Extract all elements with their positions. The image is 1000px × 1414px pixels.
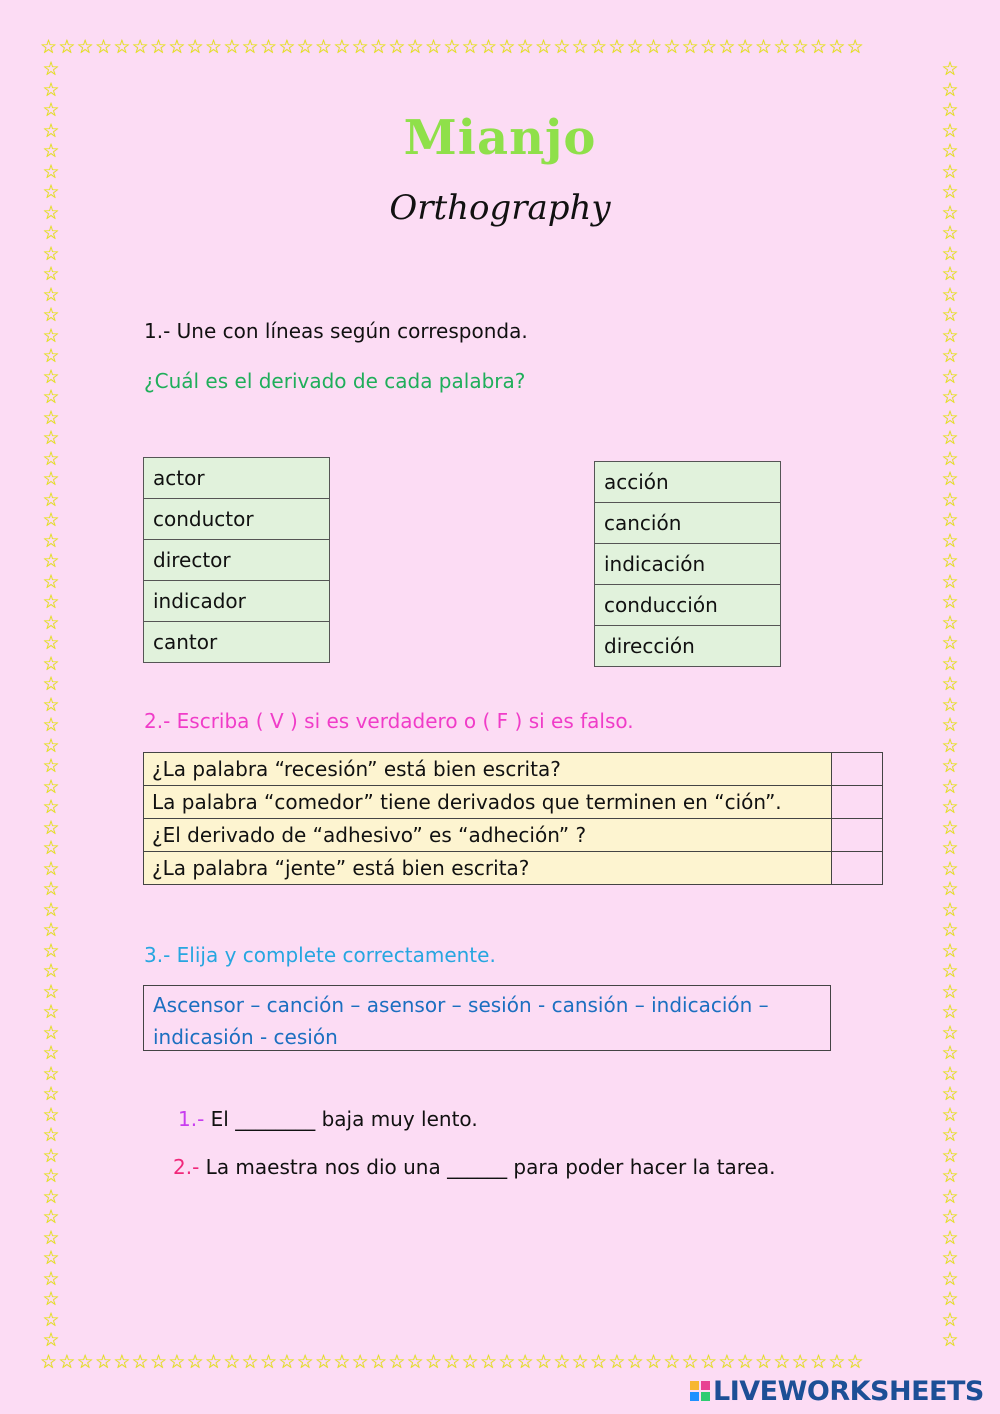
star-icon: ☆	[941, 1062, 959, 1085]
star-icon: ☆	[42, 960, 60, 982]
star-icon: ☆	[941, 775, 959, 798]
star-icon: ☆	[42, 1206, 60, 1228]
star-icon: ☆	[42, 427, 60, 449]
star-icon: ☆	[941, 550, 959, 572]
star-icon: ☆	[941, 488, 959, 511]
star-icon: ☆	[42, 283, 60, 306]
star-icon: ☆	[941, 857, 959, 880]
star-icon: ☆	[941, 1247, 959, 1269]
star-icon: ☆	[941, 99, 959, 121]
star-icon: ☆	[42, 119, 60, 142]
star-icon: ☆	[42, 1267, 60, 1290]
star-icon: ☆	[42, 652, 60, 675]
star-icon: ☆	[941, 1206, 959, 1228]
star-icon: ☆	[941, 1308, 959, 1331]
fill-sentence-2	[173, 1155, 776, 1179]
answer-cell[interactable]	[832, 753, 883, 786]
star-icon: ☆	[941, 816, 959, 839]
match-right-table	[594, 461, 781, 667]
star-icon: ☆	[42, 898, 60, 921]
answer-cell[interactable]	[832, 819, 883, 852]
star-icon: ☆	[941, 324, 959, 347]
star-icon: ☆	[42, 99, 60, 121]
table-row	[144, 852, 883, 885]
star-icon: ☆	[42, 1226, 60, 1249]
star-icon: ☆	[42, 570, 60, 593]
star-icon: ☆	[941, 755, 959, 777]
star-icon: ☆	[941, 1042, 959, 1064]
star-icon: ☆	[42, 181, 60, 203]
star-icon: ☆	[941, 919, 959, 941]
star-icon: ☆	[941, 509, 959, 531]
star-icon: ☆	[941, 1226, 959, 1249]
star-icon: ☆	[42, 775, 60, 798]
star-icon: ☆	[42, 201, 60, 224]
logo-text: LIVEWORKSHEETS	[713, 1375, 984, 1407]
star-icon: ☆	[941, 960, 959, 982]
star-icon: ☆	[42, 1124, 60, 1146]
star-icon: ☆	[42, 816, 60, 839]
match-right-word[interactable]: canción	[595, 503, 781, 544]
statement-cell: ¿La palabra “jente” está bien escrita?	[144, 852, 832, 885]
match-left-word[interactable]: director	[144, 540, 330, 581]
star-icon: ☆	[941, 222, 959, 244]
star-icon: ☆	[42, 447, 60, 470]
star-icon: ☆	[42, 78, 60, 101]
star-icon: ☆	[42, 1021, 60, 1044]
star-icon: ☆	[941, 78, 959, 101]
star-icon: ☆	[42, 1185, 60, 1208]
star-icon: ☆	[42, 1247, 60, 1269]
star-icon: ☆	[42, 693, 60, 716]
answer-cell[interactable]	[832, 852, 883, 885]
star-icon: ☆	[941, 796, 959, 818]
star-icon: ☆	[42, 140, 60, 162]
match-right-word[interactable]: indicación	[595, 544, 781, 585]
star-icon: ☆	[42, 857, 60, 880]
section1-question: ¿Cuál es el derivado de cada palabra?	[144, 369, 526, 393]
star-icon: ☆	[941, 60, 959, 80]
table-row	[144, 753, 883, 786]
star-icon: ☆	[42, 673, 60, 695]
star-icon: ☆	[42, 837, 60, 859]
star-icon: ☆	[941, 283, 959, 306]
star-icon: ☆	[941, 447, 959, 470]
star-icon: ☆	[941, 468, 959, 490]
star-icon: ☆	[941, 939, 959, 962]
star-icon: ☆	[42, 488, 60, 511]
liveworksheets-logo-icon	[690, 1381, 710, 1401]
star-icon: ☆	[941, 591, 959, 613]
liveworksheets-logo[interactable]	[690, 1374, 984, 1408]
star-icon: ☆	[42, 632, 60, 654]
true-false-table	[143, 752, 883, 885]
worksheet-title: Mianjo	[403, 110, 597, 166]
star-icon: ☆	[42, 1083, 60, 1105]
star-icon: ☆	[42, 714, 60, 736]
match-left-table	[143, 457, 330, 663]
star-icon: ☆	[941, 242, 959, 265]
star-icon: ☆	[42, 160, 60, 183]
star-icon: ☆	[42, 324, 60, 347]
star-icon: ☆	[42, 591, 60, 613]
star-icon: ☆	[42, 509, 60, 531]
section2-instruction: 2.- Escriba ( V ) si es verdadero o ( F ) si es falso.	[144, 709, 634, 733]
answer-cell[interactable]	[832, 786, 883, 819]
star-icon: ☆	[941, 160, 959, 183]
word-bank: Ascensor – canción – asensor – sesión - cansión – indicación – indicasión - cesión	[143, 985, 831, 1051]
star-icon: ☆	[941, 1165, 959, 1187]
star-icon: ☆	[42, 468, 60, 490]
sentence-text[interactable]: El ________ baja muy lento.	[204, 1107, 478, 1131]
star-icon: ☆	[941, 181, 959, 203]
match-left-word[interactable]: actor	[144, 458, 330, 499]
star-icon: ☆	[941, 652, 959, 675]
star-icon: ☆	[42, 60, 60, 80]
star-icon: ☆	[42, 365, 60, 388]
star-icon: ☆	[42, 1288, 60, 1310]
star-icon: ☆	[941, 201, 959, 224]
star-icon: ☆	[42, 734, 60, 757]
star-icon: ☆	[941, 1288, 959, 1310]
match-right-word[interactable]: dirección	[595, 626, 781, 667]
star-icon: ☆	[941, 611, 959, 634]
match-left-word[interactable]: conductor	[144, 499, 330, 540]
table-row	[144, 786, 883, 819]
sentence-text[interactable]: La maestra nos dio una ______ para poder hacer la tarea.	[199, 1155, 776, 1179]
star-icon: ☆	[42, 1062, 60, 1085]
star-icon: ☆	[42, 796, 60, 818]
star-icon: ☆	[941, 345, 959, 367]
star-icon: ☆	[941, 1144, 959, 1167]
star-icon: ☆	[941, 1083, 959, 1105]
star-icon: ☆	[42, 345, 60, 367]
star-icon: ☆	[941, 837, 959, 859]
star-icon: ☆	[42, 1001, 60, 1023]
star-icon: ☆	[941, 263, 959, 285]
star-icon: ☆	[941, 1329, 959, 1351]
star-icon: ☆	[941, 570, 959, 593]
star-icon: ☆	[42, 611, 60, 634]
star-icon: ☆	[941, 119, 959, 142]
star-icon: ☆	[941, 1124, 959, 1146]
statement-cell: La palabra “comedor” tiene derivados que terminen en “ción”.	[144, 786, 832, 819]
star-icon: ☆	[941, 406, 959, 429]
section3-instruction: 3.- Elija y complete correctamente.	[144, 943, 496, 967]
sentence-number: 1.-	[178, 1107, 205, 1131]
match-right-word[interactable]: acción	[595, 462, 781, 503]
star-icon: ☆	[941, 1021, 959, 1044]
table-row	[144, 819, 883, 852]
star-icon: ☆	[42, 406, 60, 429]
fill-sentence-1	[178, 1107, 478, 1131]
star-icon: ☆	[941, 632, 959, 654]
star-icon: ☆	[42, 242, 60, 265]
star-icon: ☆	[42, 1103, 60, 1126]
match-left-word[interactable]: indicador	[144, 581, 330, 622]
star-icon: ☆	[941, 304, 959, 326]
star-icon: ☆	[941, 878, 959, 900]
star-icon: ☆	[42, 529, 60, 552]
star-icon: ☆	[42, 919, 60, 941]
star-icon: ☆	[941, 734, 959, 757]
star-border-right	[939, 60, 961, 1352]
star-icon: ☆	[941, 980, 959, 1003]
star-icon: ☆	[941, 1267, 959, 1290]
star-icon: ☆	[42, 1144, 60, 1167]
star-icon: ☆	[42, 304, 60, 326]
star-icon: ☆	[941, 427, 959, 449]
star-border-bottom: ☆☆☆☆☆☆☆☆☆☆☆☆☆☆☆☆☆☆☆☆☆☆☆☆☆☆☆☆☆☆☆☆☆☆☆☆☆☆☆☆☆☆☆☆☆	[40, 1353, 865, 1372]
star-icon: ☆	[941, 673, 959, 695]
star-icon: ☆	[941, 898, 959, 921]
star-icon: ☆	[42, 550, 60, 572]
star-icon: ☆	[42, 386, 60, 408]
star-icon: ☆	[42, 980, 60, 1003]
star-icon: ☆	[941, 714, 959, 736]
star-icon: ☆	[941, 140, 959, 162]
statement-cell: ¿La palabra “recesión” está bien escrita?	[144, 753, 832, 786]
section1-instruction: 1.- Une con líneas según corresponda.	[144, 319, 528, 343]
star-icon: ☆	[42, 263, 60, 285]
star-icon: ☆	[941, 529, 959, 552]
match-left-word[interactable]: cantor	[144, 622, 330, 663]
star-icon: ☆	[42, 755, 60, 777]
star-icon: ☆	[42, 1165, 60, 1187]
statement-cell: ¿El derivado de “adhesivo” es “adheción” ?	[144, 819, 832, 852]
star-icon: ☆	[42, 222, 60, 244]
sentence-number: 2.-	[173, 1155, 200, 1179]
match-right-word[interactable]: conducción	[595, 585, 781, 626]
worksheet-subtitle: Orthography	[389, 188, 611, 228]
star-icon: ☆	[941, 386, 959, 408]
star-icon: ☆	[941, 365, 959, 388]
star-icon: ☆	[42, 1308, 60, 1331]
star-border-top: ☆☆☆☆☆☆☆☆☆☆☆☆☆☆☆☆☆☆☆☆☆☆☆☆☆☆☆☆☆☆☆☆☆☆☆☆☆☆☆☆☆☆☆☆☆	[40, 38, 865, 57]
star-icon: ☆	[42, 1329, 60, 1351]
star-icon: ☆	[941, 693, 959, 716]
star-border-left	[40, 60, 62, 1352]
star-icon: ☆	[941, 1185, 959, 1208]
star-icon: ☆	[941, 1103, 959, 1126]
star-icon: ☆	[42, 939, 60, 962]
star-icon: ☆	[941, 1001, 959, 1023]
star-icon: ☆	[42, 1042, 60, 1064]
star-icon: ☆	[42, 878, 60, 900]
